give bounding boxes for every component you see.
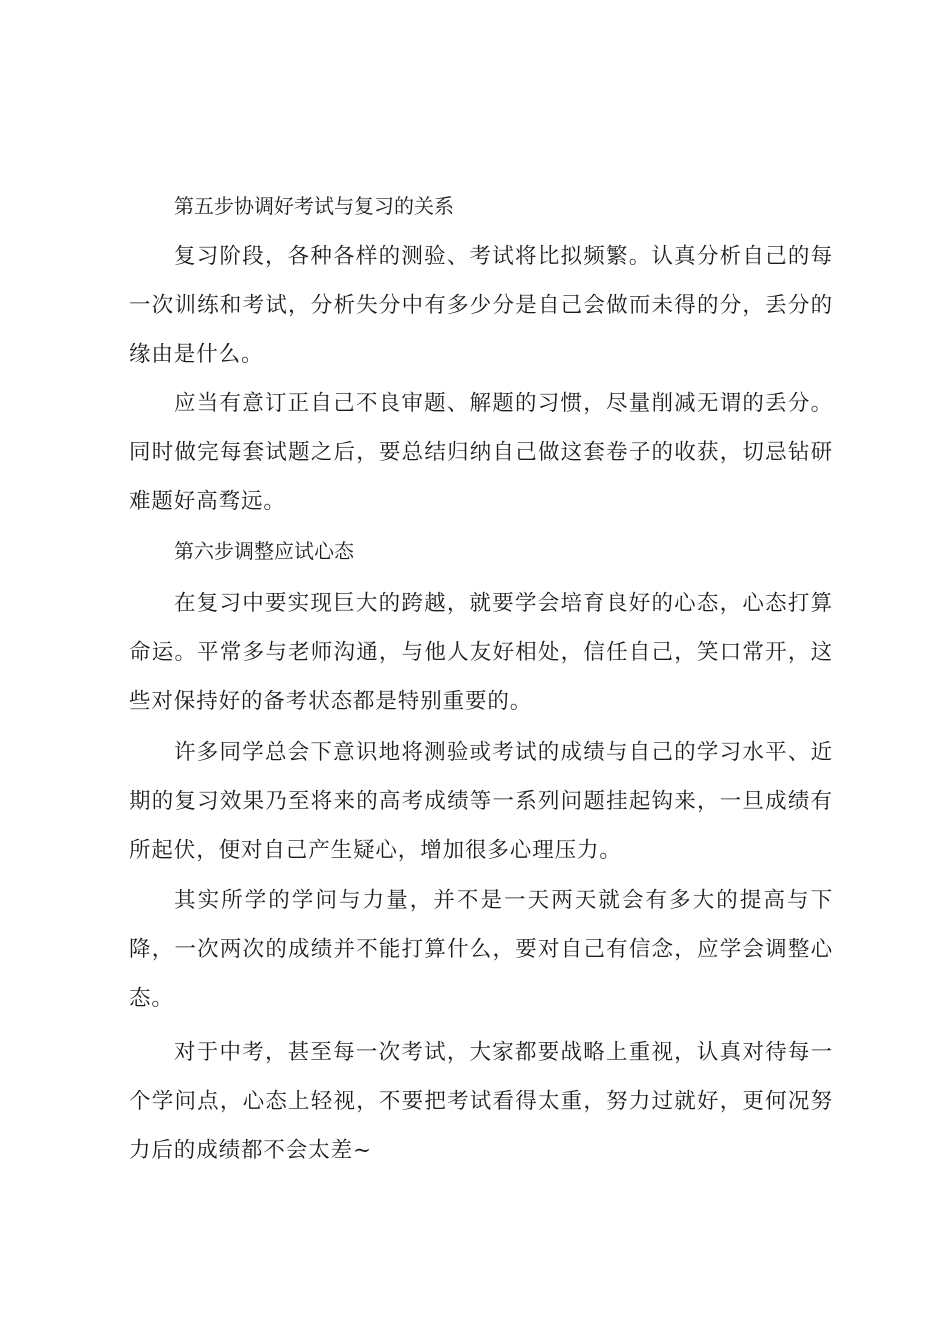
paragraph: 对于中考，甚至每一次考试，大家都要战略上重视，认真对待每一个学问点，心态上轻视，不要把考试看得太重，努力过就好，更何况努力后的成绩都不会太差~ <box>129 1040 833 1163</box>
paragraph: 在复习中要实现巨大的跨越，就要学会培育良好的心态，心态打算命运。平常多与老师沟通，与他人友好相处，信任自己，笑口常开，这些对保持好的备考状态都是特别重要的。 <box>129 591 833 714</box>
paragraph: 其实所学的学问与力量，并不是一天两天就会有多大的提高与下降，一次两次的成绩并不能打算什么，要对自己有信念，应学会调整心态。 <box>129 888 833 1011</box>
section-heading-step5: 第五步协调好考试与复习的关系 <box>174 194 454 218</box>
paragraph: 许多同学总会下意识地将测验或考试的成绩与自己的学习水平、近期的复习效果乃至将来的高考成绩等一系列问题挂起钩来，一旦成绩有所起伏，便对自己产生疑心，增加很多心理压力。 <box>129 740 833 863</box>
paragraph: 应当有意订正自己不良审题、解题的习惯，尽量削减无谓的丢分。同时做完每套试题之后，要总结归纳自己做这套卷子的收获，切忌钻研难题好高骛远。 <box>129 391 833 514</box>
paragraph: 复习阶段，各种各样的测验、考试将比拟频繁。认真分析自己的每一次训练和考试，分析失分中有多少分是自己会做而未得的分，丢分的缘由是什么。 <box>129 244 833 367</box>
section-heading-step6: 第六步调整应试心态 <box>174 539 354 563</box>
